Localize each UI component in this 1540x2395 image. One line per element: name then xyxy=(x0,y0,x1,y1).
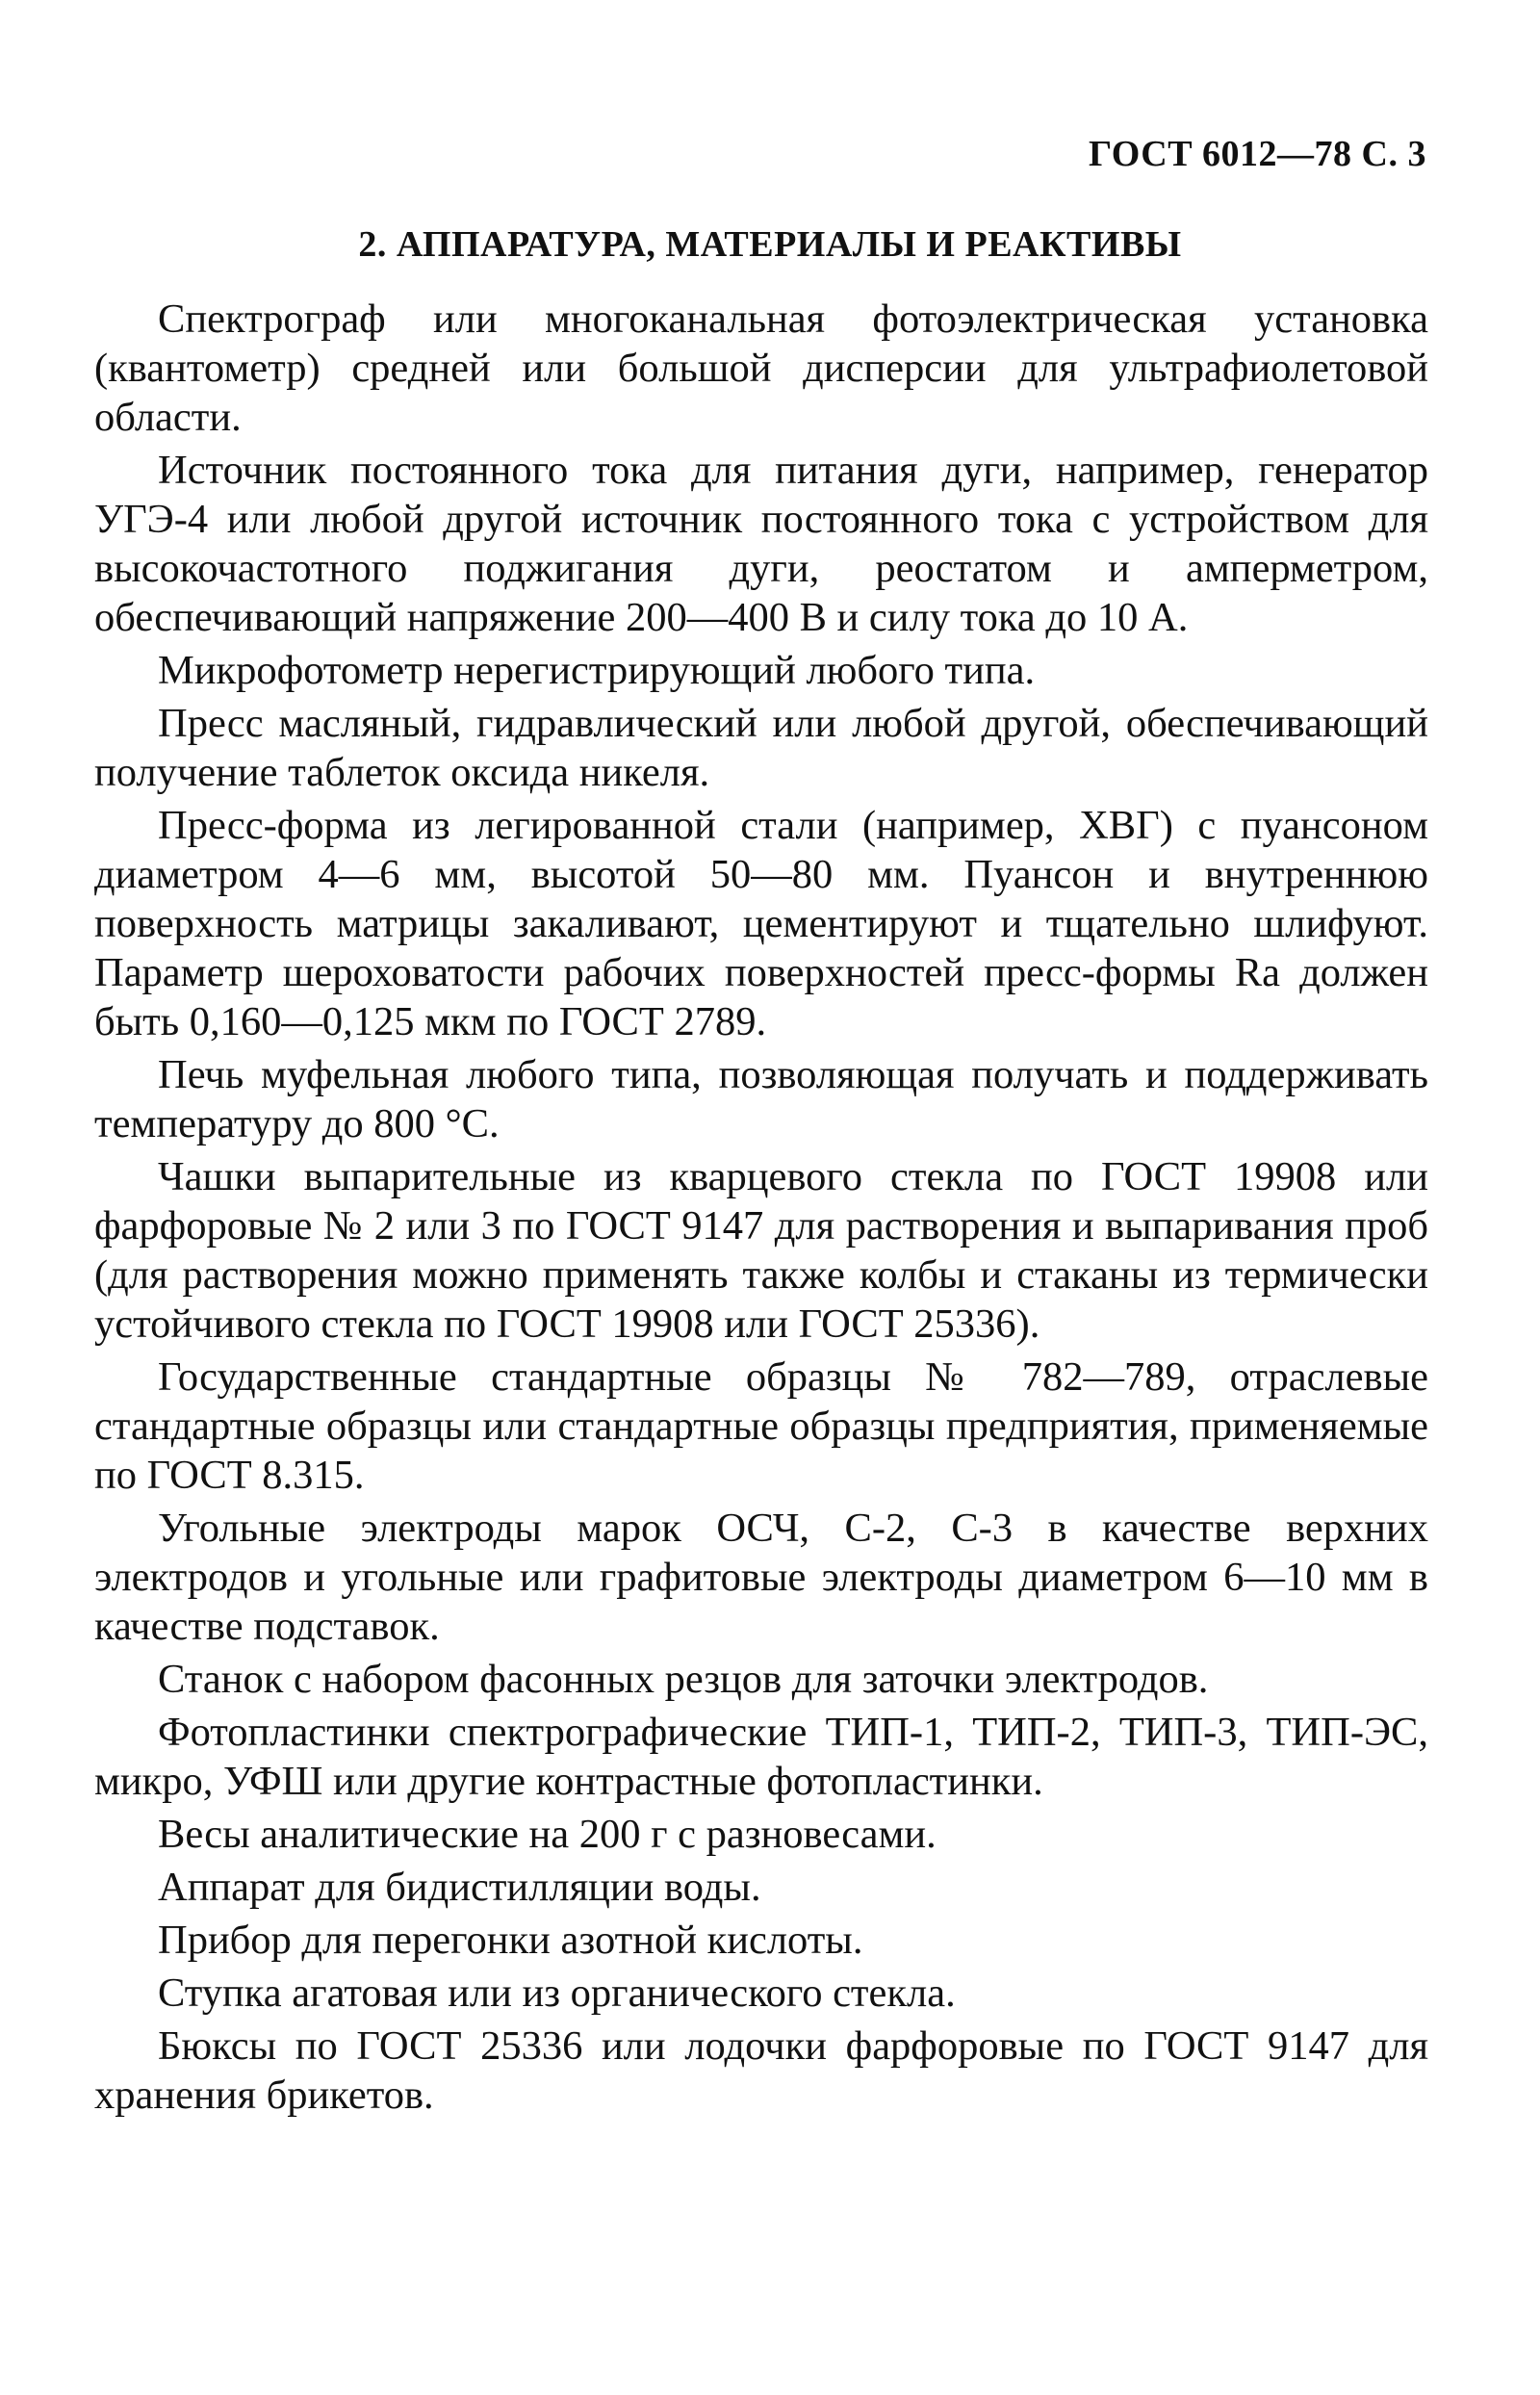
paragraph-standard-samples: Государственные стандартные образцы № 782—789, отраслевые стандартные образцы или стандартные образцы предприятия, применяемые по ГОСТ 8.315. xyxy=(94,1354,1428,1498)
running-head: ГОСТ 6012—78 С. 3 xyxy=(1089,134,1426,174)
paragraph-sharpening-machine: Станок с набором фасонных резцов для заточки электродов. xyxy=(158,1657,1209,1702)
paragraph-carbon-electrodes: Угольные электроды марок ОСЧ, С-2, С-3 в качестве верхних электродов и угольные или графитовые электроды диаметром 6—10 мм в качестве подставок. xyxy=(94,1506,1428,1649)
paragraph-photo-plates: Фотопластинки спектрографические ТИП-1, ТИП-2, ТИП-3, ТИП-ЭС, микро, УФШ или другие контрастные фотопластинки. xyxy=(94,1710,1428,1804)
paragraph-press-mold: Пресс-форма из легированной стали (например, ХВГ) с пуансоном диаметром 4—6 мм, высотой 50—80 мм. Пуансон и внутреннюю поверхность матрицы закаливают, цементируют и тщательно шлифуют. Параметр шероховатости рабочих поверхностей пресс-формы Ra должен быть 0,160—0,125 мкм по ГОСТ 2789. xyxy=(94,803,1428,1044)
paragraph-bidistillation-apparatus: Аппарат для бидистилляции воды. xyxy=(158,1865,761,1910)
paragraph-weighing-bottles: Бюксы по ГОСТ 25336 или лодочки фарфоровые по ГОСТ 9147 для хранения брикетов. xyxy=(94,2023,1428,2118)
paragraph-evaporating-dishes: Чашки выпарительные из кварцевого стекла по ГОСТ 19908 или фарфоровые № 2 или 3 по ГОСТ 9147 для растворения и выпаривания проб (для растворения можно применять также колбы и стаканы из термически устойчивого стекла по ГОСТ 19908 или ГОСТ 25336). xyxy=(94,1154,1428,1347)
paragraph-press: Пресс масляный, гидравлический или любой другой, обеспечивающий получение таблеток оксида никеля. xyxy=(94,701,1428,795)
section-title: 2. АППАРАТУРА, МАТЕРИАЛЫ И РЕАКТИВЫ xyxy=(358,224,1182,265)
paragraph-mortar: Ступка агатовая или из органического стекла. xyxy=(158,1970,956,2016)
paragraph-spectrograph: Спектрограф или многоканальная фотоэлектрическая установка (квантометр) средней или большой дисперсии для ультрафиолетовой области. xyxy=(94,296,1428,440)
paragraph-analytical-balance: Весы аналитические на 200 г с разновесами. xyxy=(158,1812,937,1857)
paragraph-distillation-device: Прибор для перегонки азотной кислоты. xyxy=(158,1918,863,1963)
paragraph-microphotometer: Микрофотометр нерегистрирующий любого типа. xyxy=(158,648,1036,693)
paragraph-dc-source: Источник постоянного тока для питания дуги, например, генератор УГЭ-4 или любой другой источник постоянного тока с устройством для высокочастотного поджигания дуги, реостатом и амперметром, обеспечивающий напряжение 200—400 В и силу тока до 10 А. xyxy=(94,448,1428,640)
section-body xyxy=(94,295,1428,2124)
paragraph-muffle-furnace: Печь муфельная любого типа, позволяющая получать и поддерживать температуру до 800 °С. xyxy=(94,1052,1428,1146)
